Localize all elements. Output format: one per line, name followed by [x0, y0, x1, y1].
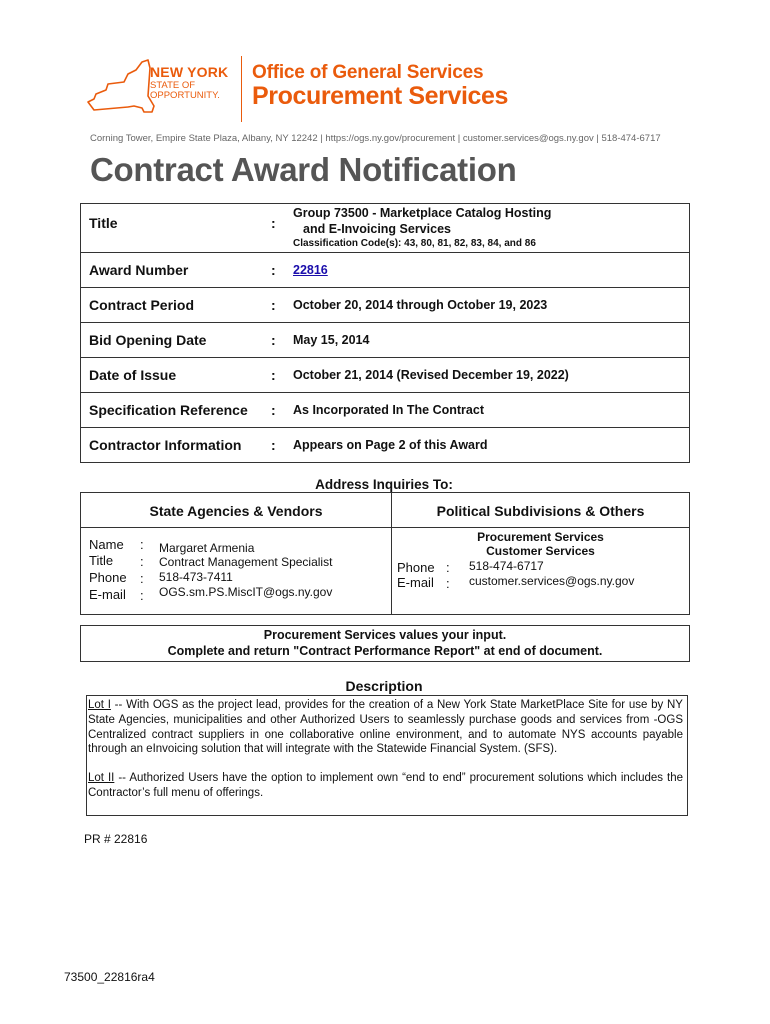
- date-of-issue-label: Date of Issue: [89, 367, 177, 383]
- pr-number: PR # 22816: [84, 832, 148, 846]
- colon: :: [271, 215, 276, 231]
- political-subdivisions-column: [392, 493, 689, 614]
- row-award-number: [81, 252, 689, 287]
- row-specification-reference: [81, 392, 689, 427]
- phone-label: Phone: [89, 570, 127, 585]
- colon: :: [271, 332, 276, 348]
- phone-label: Phone: [397, 560, 435, 575]
- division-name: Procurement Services: [252, 82, 509, 110]
- contact-email[interactable]: OGS.sm.PS.MiscIT@ogs.ny.gov: [159, 585, 333, 599]
- colon: :: [271, 367, 276, 383]
- state-agencies-heading: State Agencies & Vendors: [81, 493, 391, 528]
- row-bid-opening-date: [81, 322, 689, 357]
- org-line1: Procurement Services: [477, 530, 604, 544]
- contact-address-line[interactable]: Corning Tower, Empire State Plaza, Albany, NY 12242 | https://ogs.ny.gov/procurement | customer.services@ogs.ny.gov | 518-474-6717: [90, 133, 661, 144]
- logo-tagline-line1: STATE OF: [150, 80, 196, 91]
- title-value-line1: Group 73500 - Marketplace Catalog Hosting: [293, 206, 552, 220]
- contractor-information-label: Contractor Information: [89, 437, 242, 453]
- name-label: Name: [89, 537, 124, 552]
- footer-document-code: 73500_22816ra4: [64, 970, 155, 984]
- address-inquiries-table: [80, 492, 690, 615]
- row-title: [81, 204, 689, 252]
- feedback-line2: Complete and return "Contract Performance Report" at end of document.: [167, 644, 603, 658]
- lot2-label: Lot II: [88, 772, 115, 785]
- feedback-notice: [80, 625, 690, 662]
- colon: :: [271, 437, 276, 453]
- lot1-label: Lot I: [88, 699, 111, 711]
- date-of-issue-value: October 21, 2014 (Revised December 19, 2022): [293, 368, 569, 382]
- colon: :: [140, 537, 144, 552]
- feedback-line1: Procurement Services values your input.: [263, 628, 507, 642]
- contract-period-value: October 20, 2014 through October 19, 2023: [293, 298, 548, 312]
- classification-codes: Classification Code(s): 43, 80, 81, 82, 83, 84, and 86: [293, 238, 536, 249]
- contact-name: Margaret Armenia: [159, 541, 255, 555]
- bid-opening-date-label: Bid Opening Date: [89, 332, 207, 348]
- customer-services-phone: 518-474-6717: [469, 559, 544, 573]
- title-label: Title: [89, 215, 118, 231]
- colon: :: [140, 554, 144, 569]
- specification-reference-value: As Incorporated In The Contract: [293, 403, 484, 417]
- page-title: Contract Award Notification: [90, 151, 517, 188]
- colon: :: [271, 402, 276, 418]
- contact-title: Contract Management Specialist: [159, 555, 333, 569]
- colon: :: [140, 571, 144, 586]
- lot2-text: -- Authorized Users have the option to implement own “end to end” procurement solutions which includes the Contractor’s full menu of offerings.: [88, 772, 684, 799]
- colon: :: [140, 588, 144, 603]
- colon: :: [271, 297, 276, 313]
- email-label: E-mail: [397, 575, 434, 590]
- award-info-table: [80, 203, 690, 463]
- title-label: Title: [89, 553, 114, 568]
- contract-period-label: Contract Period: [89, 297, 195, 313]
- lot1-paragraph: [88, 698, 683, 757]
- row-contract-period: [81, 287, 689, 322]
- row-date-of-issue: [81, 357, 689, 392]
- office-name: Office of General Services: [252, 62, 484, 83]
- org-line2: Customer Services: [486, 544, 595, 558]
- description-heading: Description: [345, 678, 423, 694]
- logo-wordmark: NEW YORK: [150, 64, 229, 80]
- colon: :: [446, 576, 450, 591]
- state-agencies-column: [81, 493, 392, 614]
- political-subdivisions-heading: Political Subdivisions & Others: [392, 493, 689, 528]
- contractor-information-value: Appears on Page 2 of this Award: [293, 438, 488, 452]
- address-inquiries-heading: Address Inquiries To:: [315, 477, 453, 492]
- row-contractor-information: [81, 427, 689, 462]
- title-value-line2: and E-Invoicing Services: [303, 222, 451, 236]
- description-box: [86, 695, 688, 816]
- contact-phone: 518-473-7411: [159, 570, 233, 584]
- specification-reference-label: Specification Reference: [89, 402, 248, 418]
- bid-opening-date-value: May 15, 2014: [293, 333, 370, 347]
- award-number-link[interactable]: 22816: [293, 263, 328, 277]
- logo-tagline-line2: OPPORTUNITY.: [150, 90, 220, 101]
- customer-services-email[interactable]: customer.services@ogs.ny.gov: [469, 574, 635, 588]
- colon: :: [446, 560, 450, 575]
- colon: :: [271, 262, 276, 278]
- lot2-paragraph: [88, 771, 683, 801]
- lot1-text: -- With OGS as the project lead, provides for the creation of a New York State MarketPlace Site for use by NY State Agencies, municipalities and other Authorized Users to seamlessly purchase goods and services from -OGS Centralized contract suppliers in one collaborative online environment, and to automate NYS accounts payable through an eInvoicing solution that will integrate with the Statewide Financial System. (SFS).: [88, 699, 683, 756]
- email-label: E-mail: [89, 587, 126, 602]
- logo-divider: [241, 56, 242, 122]
- logo-tagline: [150, 81, 220, 101]
- award-number-label: Award Number: [89, 262, 189, 278]
